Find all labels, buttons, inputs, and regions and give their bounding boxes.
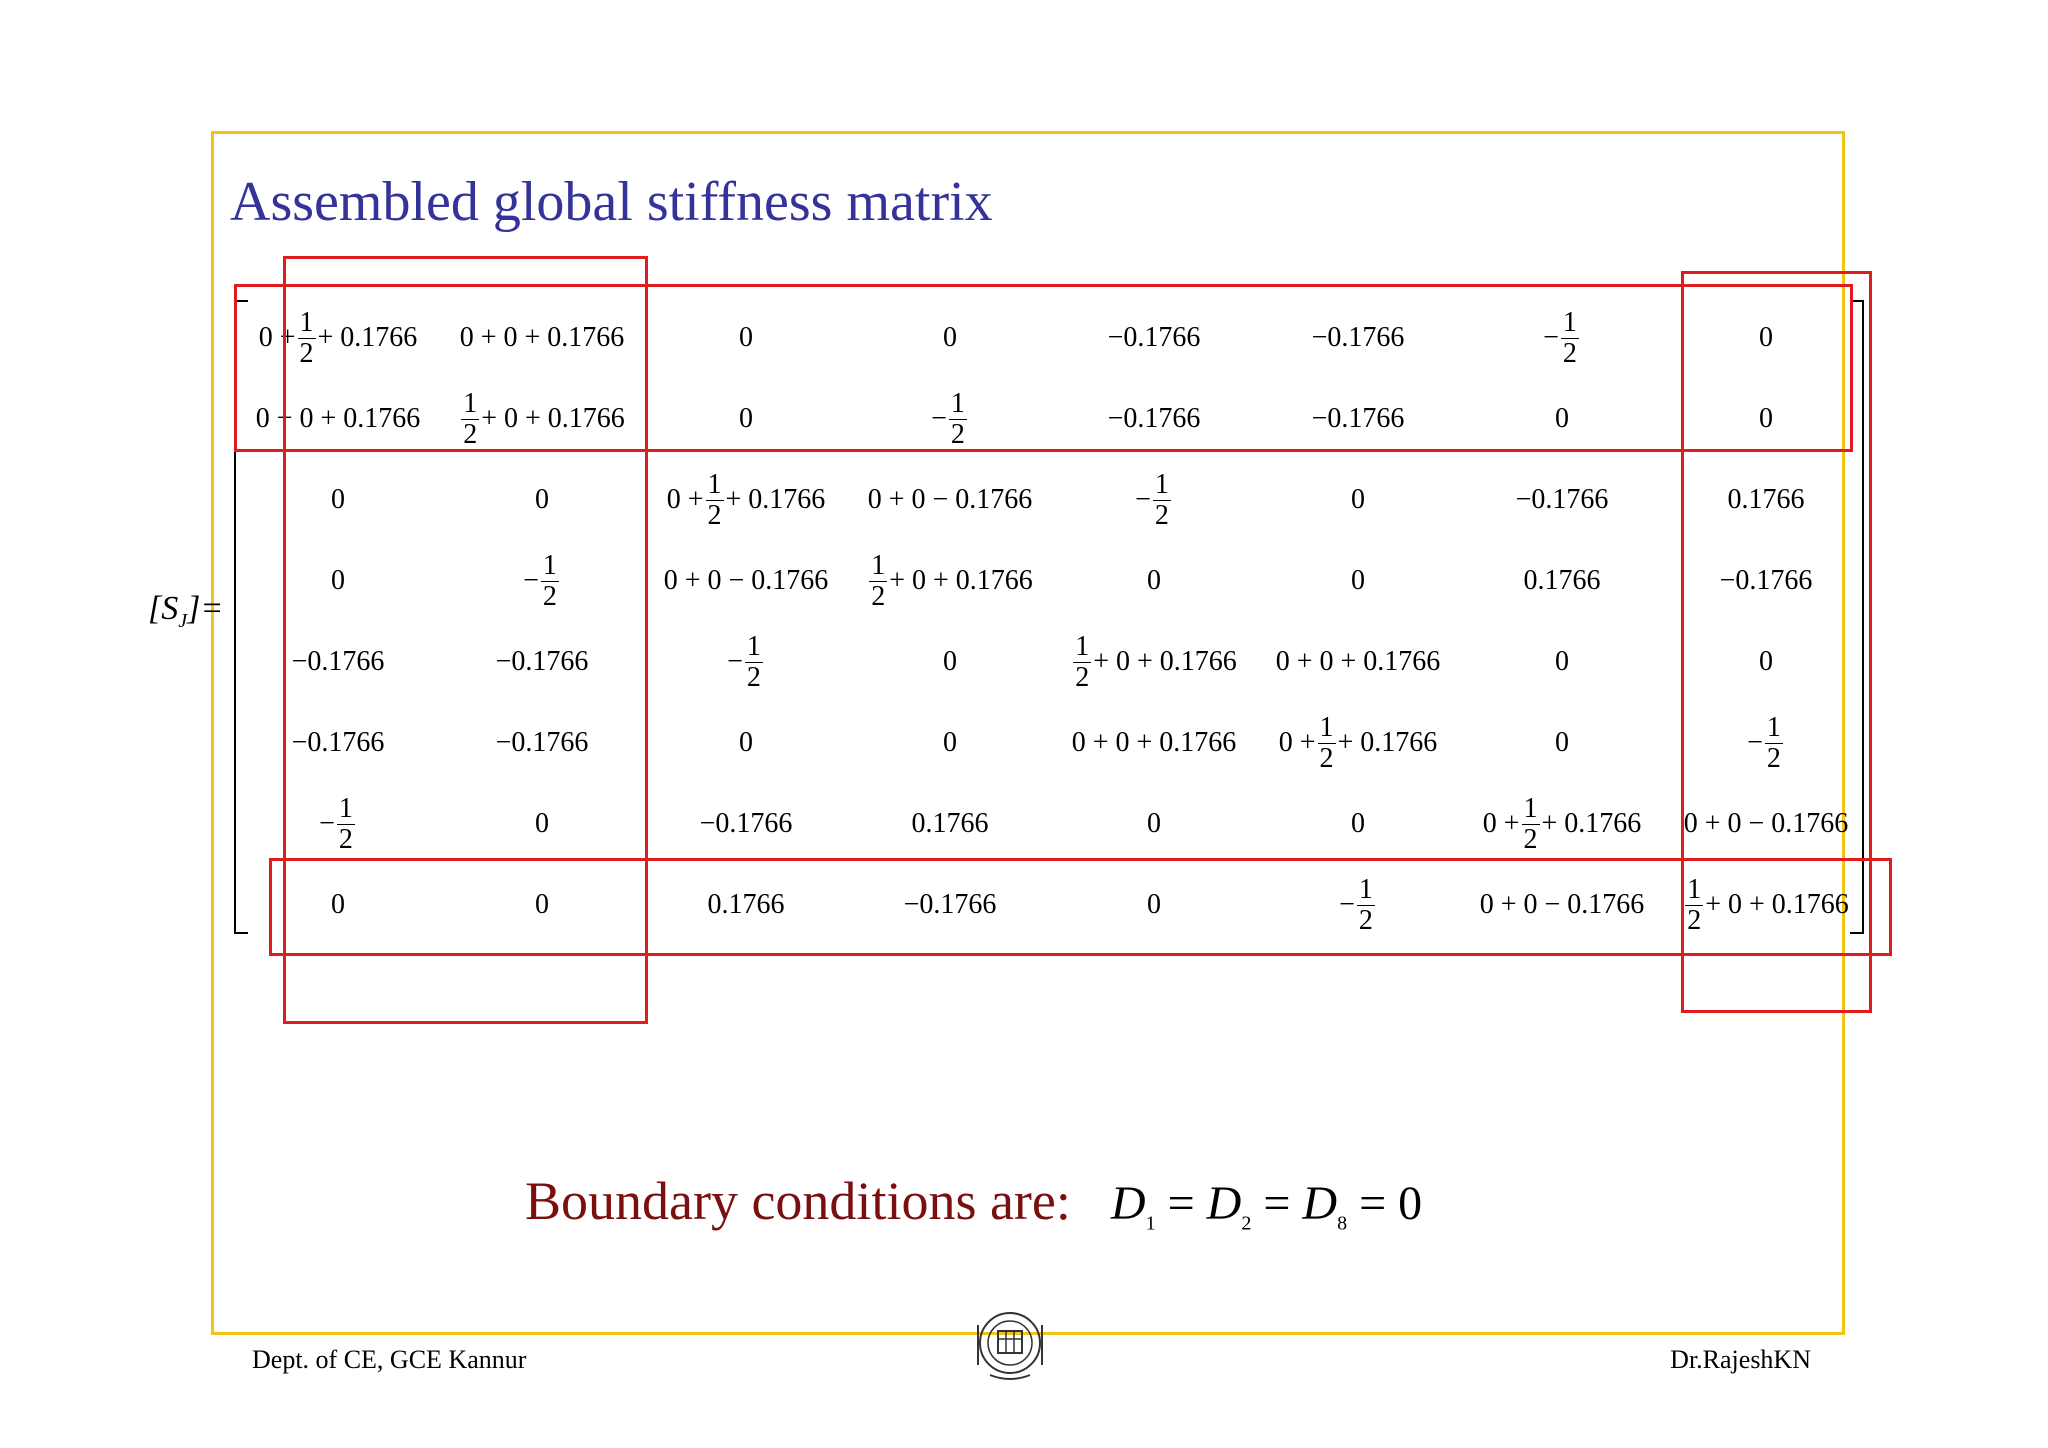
matrix-cell-r3-c6: 0	[1351, 484, 1365, 515]
matrix-cell-r1-c8: 0	[1759, 322, 1773, 353]
bc-sub-1: 1	[1145, 1212, 1156, 1235]
matrix-cell-r1-c4: 0	[943, 322, 957, 353]
fraction-one-half: $\frac{1}{2}$	[1562, 307, 1577, 369]
boundary-equation	[1111, 1176, 1422, 1236]
fraction-one-half: $\frac{1}{2}$	[1075, 631, 1090, 693]
fraction-one-half: $\frac{1}{2}$	[338, 793, 353, 855]
matrix-cell-r2-c1: 0 + 0 + 0.1766	[255, 403, 421, 434]
matrix-cell-r4-c7: 0.1766	[1523, 565, 1601, 596]
matrix-cell-r6-c7: 0	[1555, 727, 1569, 758]
matrix-cell-r2-c6: −0.1766	[1311, 403, 1405, 434]
matrix-cell-r8-c3: 0.1766	[707, 889, 785, 920]
matrix-cell-r4-c5: 0	[1147, 565, 1161, 596]
fraction-one-half: $\frac{1}{2}$	[746, 631, 761, 693]
matrix-cell-r4-c6: 0	[1351, 565, 1365, 596]
matrix-cell-r7-c6: 0	[1351, 808, 1365, 839]
fraction-one-half: $\frac{1}{2}$	[1523, 793, 1538, 855]
bc-var-2: D	[1206, 1177, 1242, 1230]
matrix-cell-r3-c1: 0	[331, 484, 345, 515]
matrix-cell-r5-c1: −0.1766	[291, 646, 385, 677]
fraction-one-half: $\frac{1}{2}$	[542, 550, 557, 612]
matrix-cell-r7-c2: 0	[535, 808, 549, 839]
matrix-cell-r3-c3: 0 + $\frac{1}{2}$ + 0.1766	[666, 469, 826, 531]
matrix-cell-r7-c1: − $\frac{1}{2}$	[319, 793, 353, 855]
matrix-cell-r5-c7: 0	[1555, 646, 1569, 677]
matrix-cell-r3-c8: 0.1766	[1727, 484, 1805, 515]
matrix-cell-r7-c5: 0	[1147, 808, 1161, 839]
matrix-cell-r4-c4: $\frac{1}{2}$ + 0 + 0.1766	[871, 550, 1033, 612]
bc-sub-2: 2	[1241, 1212, 1252, 1235]
matrix-cell-r6-c5: 0 + 0 + 0.1766	[1071, 727, 1237, 758]
matrix-lhs: $[S_J]=$	[148, 590, 224, 632]
matrix-cell-r4-c8: −0.1766	[1719, 565, 1813, 596]
matrix-cell-r6-c2: −0.1766	[495, 727, 589, 758]
fraction-one-half: $\frac{1}{2}$	[1319, 712, 1334, 774]
college-seal-logo	[972, 1305, 1048, 1385]
matrix-cell-r2-c2: $\frac{1}{2}$ + 0 + 0.1766	[463, 388, 625, 450]
bc-value: 0	[1398, 1177, 1423, 1230]
matrix-cell-r1-c5: −0.1766	[1107, 322, 1201, 353]
matrix-cell-r5-c3: − $\frac{1}{2}$	[727, 631, 761, 693]
boundary-conditions	[525, 1170, 1422, 1236]
bc-var-1: D	[1110, 1177, 1146, 1230]
fraction-one-half: $\frac{1}{2}$	[1766, 712, 1781, 774]
matrix-cell-r2-c8: 0	[1759, 403, 1773, 434]
matrix-cell-r5-c4: 0	[943, 646, 957, 677]
fraction-one-half: $\frac{1}{2}$	[463, 388, 478, 450]
fraction-one-half: $\frac{1}{2}$	[950, 388, 965, 450]
matrix-cell-r8-c7: 0 + 0 − 0.1766	[1479, 889, 1645, 920]
highlight-column-8	[1681, 271, 1872, 1013]
matrix-cell-r3-c4: 0 + 0 − 0.1766	[867, 484, 1033, 515]
matrix-cell-r1-c3: 0	[739, 322, 753, 353]
matrix-cell-r8-c6: − $\frac{1}{2}$	[1339, 874, 1373, 936]
fraction-one-half: $\frac{1}{2}$	[1358, 874, 1373, 936]
matrix-cell-r8-c8: $\frac{1}{2}$ + 0 + 0.1766	[1687, 874, 1849, 936]
bc-sub-3: 8	[1337, 1212, 1348, 1235]
matrix-cell-r1-c1: 0 + $\frac{1}{2}$ + 0.1766	[258, 307, 418, 369]
matrix-cell-r8-c5: 0	[1147, 889, 1161, 920]
fraction-one-half: $\frac{1}{2}$	[1154, 469, 1169, 531]
matrix-cell-r6-c6: 0 + $\frac{1}{2}$ + 0.1766	[1278, 712, 1438, 774]
matrix-cell-r4-c2: − $\frac{1}{2}$	[523, 550, 557, 612]
bc-eq-1: =	[1167, 1177, 1195, 1230]
matrix-cell-r5-c6: 0 + 0 + 0.1766	[1275, 646, 1441, 677]
footer-department: Dept. of CE, GCE Kannur	[252, 1345, 527, 1374]
matrix-cell-r2-c3: 0	[739, 403, 753, 434]
matrix-subscript: J	[178, 609, 188, 632]
matrix-equals: =	[200, 590, 224, 627]
boundary-label: Boundary conditions are:	[525, 1171, 1071, 1231]
matrix-cell-r3-c5: − $\frac{1}{2}$	[1135, 469, 1169, 531]
matrix-cell-r3-c2: 0	[535, 484, 549, 515]
matrix-cell-r8-c1: 0	[331, 889, 345, 920]
matrix-cell-r6-c1: −0.1766	[291, 727, 385, 758]
matrix-cell-r7-c4: 0.1766	[911, 808, 989, 839]
matrix-cell-r6-c3: 0	[739, 727, 753, 758]
matrix-cell-r1-c6: −0.1766	[1311, 322, 1405, 353]
matrix-symbol: S	[161, 590, 179, 627]
matrix-cell-r2-c7: 0	[1555, 403, 1569, 434]
matrix-cell-r2-c5: −0.1766	[1107, 403, 1201, 434]
fraction-one-half: $\frac{1}{2}$	[707, 469, 722, 531]
bc-eq-3: =	[1359, 1177, 1387, 1230]
matrix-cell-r5-c5: $\frac{1}{2}$ + 0 + 0.1766	[1075, 631, 1237, 693]
bc-eq-2: =	[1263, 1177, 1291, 1230]
footer-author: Dr.RajeshKN	[1670, 1345, 1811, 1374]
matrix-cell-r7-c7: 0 + $\frac{1}{2}$ + 0.1766	[1482, 793, 1642, 855]
fraction-one-half: $\frac{1}{2}$	[299, 307, 314, 369]
bc-var-3: D	[1302, 1177, 1338, 1230]
fraction-one-half: $\frac{1}{2}$	[871, 550, 886, 612]
matrix-cell-r6-c4: 0	[943, 727, 957, 758]
fraction-one-half: $\frac{1}{2}$	[1687, 874, 1702, 936]
matrix-cell-r8-c2: 0	[535, 889, 549, 920]
matrix-cell-r5-c8: 0	[1759, 646, 1773, 677]
matrix-cell-r8-c4: −0.1766	[903, 889, 997, 920]
matrix-cell-r6-c8: − $\frac{1}{2}$	[1747, 712, 1781, 774]
highlight-columns-1-2	[283, 256, 648, 1024]
matrix-cell-r2-c4: − $\frac{1}{2}$	[931, 388, 965, 450]
matrix-cell-r4-c1: 0	[331, 565, 345, 596]
matrix-cell-r7-c8: 0 + 0 − 0.1766	[1683, 808, 1849, 839]
matrix-cell-r5-c2: −0.1766	[495, 646, 589, 677]
matrix-cell-r3-c7: −0.1766	[1515, 484, 1609, 515]
matrix-cell-r4-c3: 0 + 0 − 0.1766	[663, 565, 829, 596]
slide-title: Assembled global stiffness matrix	[230, 171, 993, 233]
matrix-cell-r1-c2: 0 + 0 + 0.1766	[459, 322, 625, 353]
matrix-cell-r7-c3: −0.1766	[699, 808, 793, 839]
matrix-cell-r1-c7: − $\frac{1}{2}$	[1543, 307, 1577, 369]
